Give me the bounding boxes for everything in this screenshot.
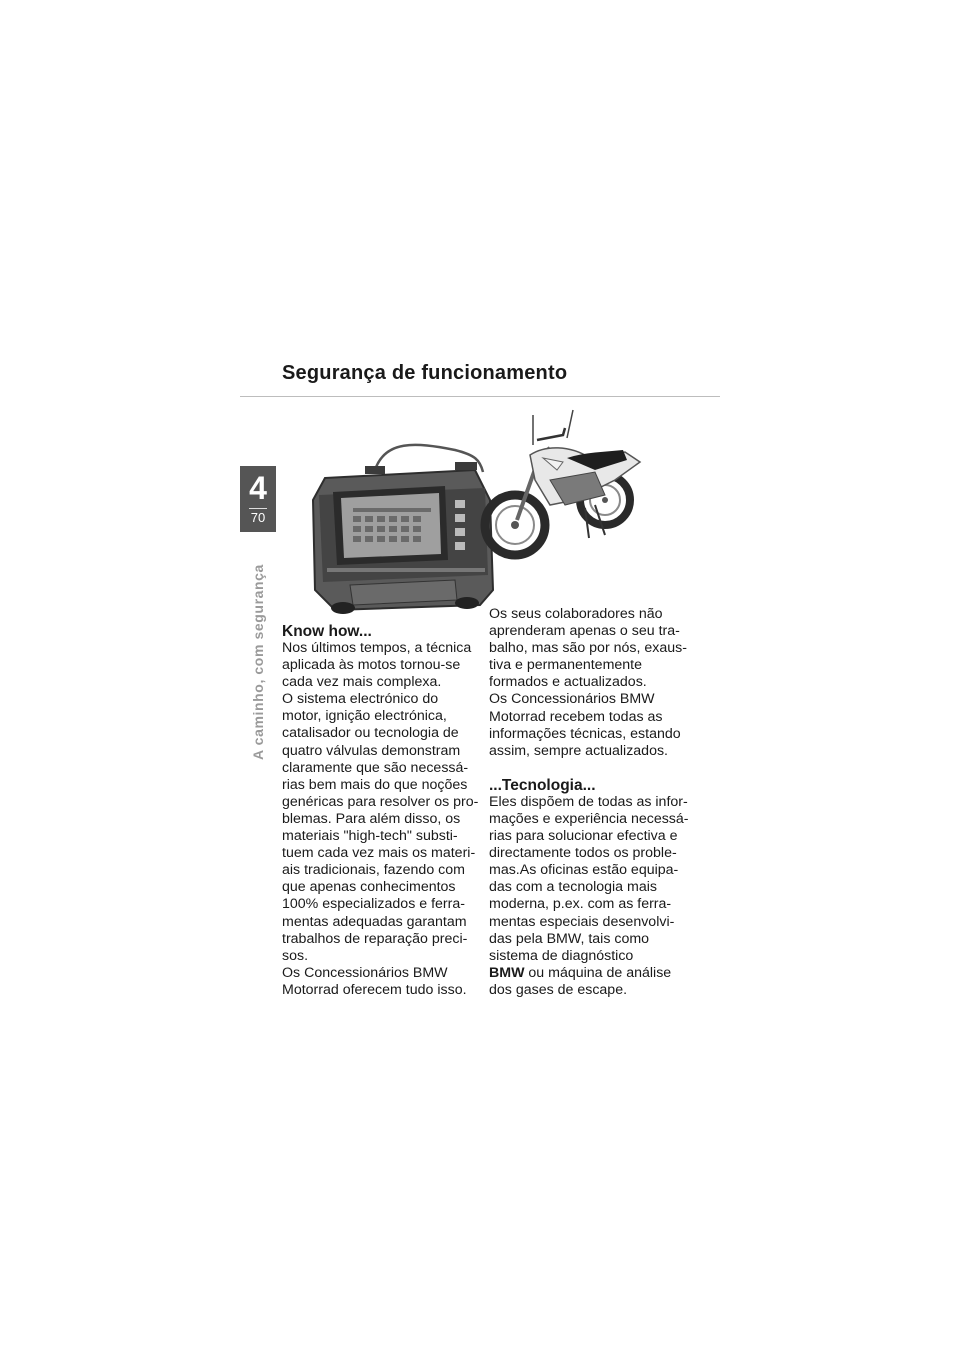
text-line: cada vez mais complexa. [282,674,442,691]
chapter-number: 4 [249,470,267,506]
text-line: tuem cada vez mais os materi- [282,845,476,862]
chapter-divider [249,508,267,509]
text-line: informações técnicas, estando [489,725,681,742]
text-line: tiva e permanentemente [489,657,643,674]
page-title: Segurança de funcionamento [282,362,568,384]
text-line: assim, sempre actualizados. [489,742,668,759]
left-column [282,623,488,999]
text-line: mentas especiais desenvolvi- [489,913,675,930]
text-line: ais tradicionais, fazendo com [282,862,465,879]
text-line: rias bem mais do que noções [282,776,468,793]
text-line: trabalhos de reparação preci- [282,930,468,947]
text-line: rias para solucionar efectiva e [489,828,678,845]
diagnostic-device [313,462,493,614]
text-line: Os Concessionários BMW [489,691,655,708]
text-line: O sistema electrónico do [282,691,439,708]
text-line: Eles dispõem de todas as infor- [489,793,688,810]
text-line: que apenas conhecimentos [282,879,456,896]
text-line: blemas. Para além disso, os [282,810,461,827]
text-line: aprenderam apenas o seu tra- [489,623,680,640]
brand-bmw: BMW [489,964,525,981]
text-line: directamente todos os proble- [489,845,677,862]
chapter-tab [240,466,276,532]
section-heading-tecnologia: ...Tecnologia... [489,776,596,794]
text-line: das com a tecnologia mais [489,879,657,896]
text-line: motor, ignição electrónica, [282,708,447,725]
text-line: sistema de diagnóstico [489,947,634,964]
title-divider [240,396,720,397]
text-line: Nos últimos tempos, a técnica [282,640,472,656]
chapter-side-label [250,548,270,760]
text-line: Os seus colaboradores não [489,606,663,622]
text-line: catalisador ou tecnologia de [282,725,459,742]
text-line: materiais "high-tech" substi- [282,828,458,845]
text-line: moderna, p.ex. com as ferra- [489,896,672,913]
text-line: Motorrad recebem todas as [489,708,663,725]
text-line: dos gases de escape. [489,981,628,998]
text-line: claramente que são necessá- [282,759,469,776]
paragraph-gap [489,760,695,777]
right-column [489,606,695,999]
text-line: balho, mas são por nós, exaus- [489,640,687,657]
text-line: mas.As oficinas estão equipa- [489,862,679,879]
text-line: 100% especializados e ferra- [282,896,465,913]
text-line: mentas adequadas garantam [282,913,467,930]
text-line: das pela BMW, tais como [489,930,650,947]
page-number: 70 [250,510,266,525]
text-line: Motorrad oferecem tudo isso. [282,981,467,998]
text-line: formados e actualizados. [489,674,647,691]
motorcycle [485,410,640,555]
text-line: mações e experiência necessá- [489,810,689,827]
text-line: aplicada às motos tornou-se [282,657,461,674]
text-line: sos. [282,947,309,964]
text-line: genéricas para resolver os pro- [282,793,479,810]
text-line-brand [489,965,695,982]
brand-line-rest: ou máquina de análise [524,964,672,981]
section-heading-know-how: Know how... [282,623,372,640]
diagnostic-device-and-motorcycle-illustration [305,400,650,618]
chapter-side-label-text: A caminho, com segurança [250,564,266,760]
text-line: quatro válvulas demonstram [282,742,461,759]
text-line: Os Concessionários BMW [282,964,448,981]
